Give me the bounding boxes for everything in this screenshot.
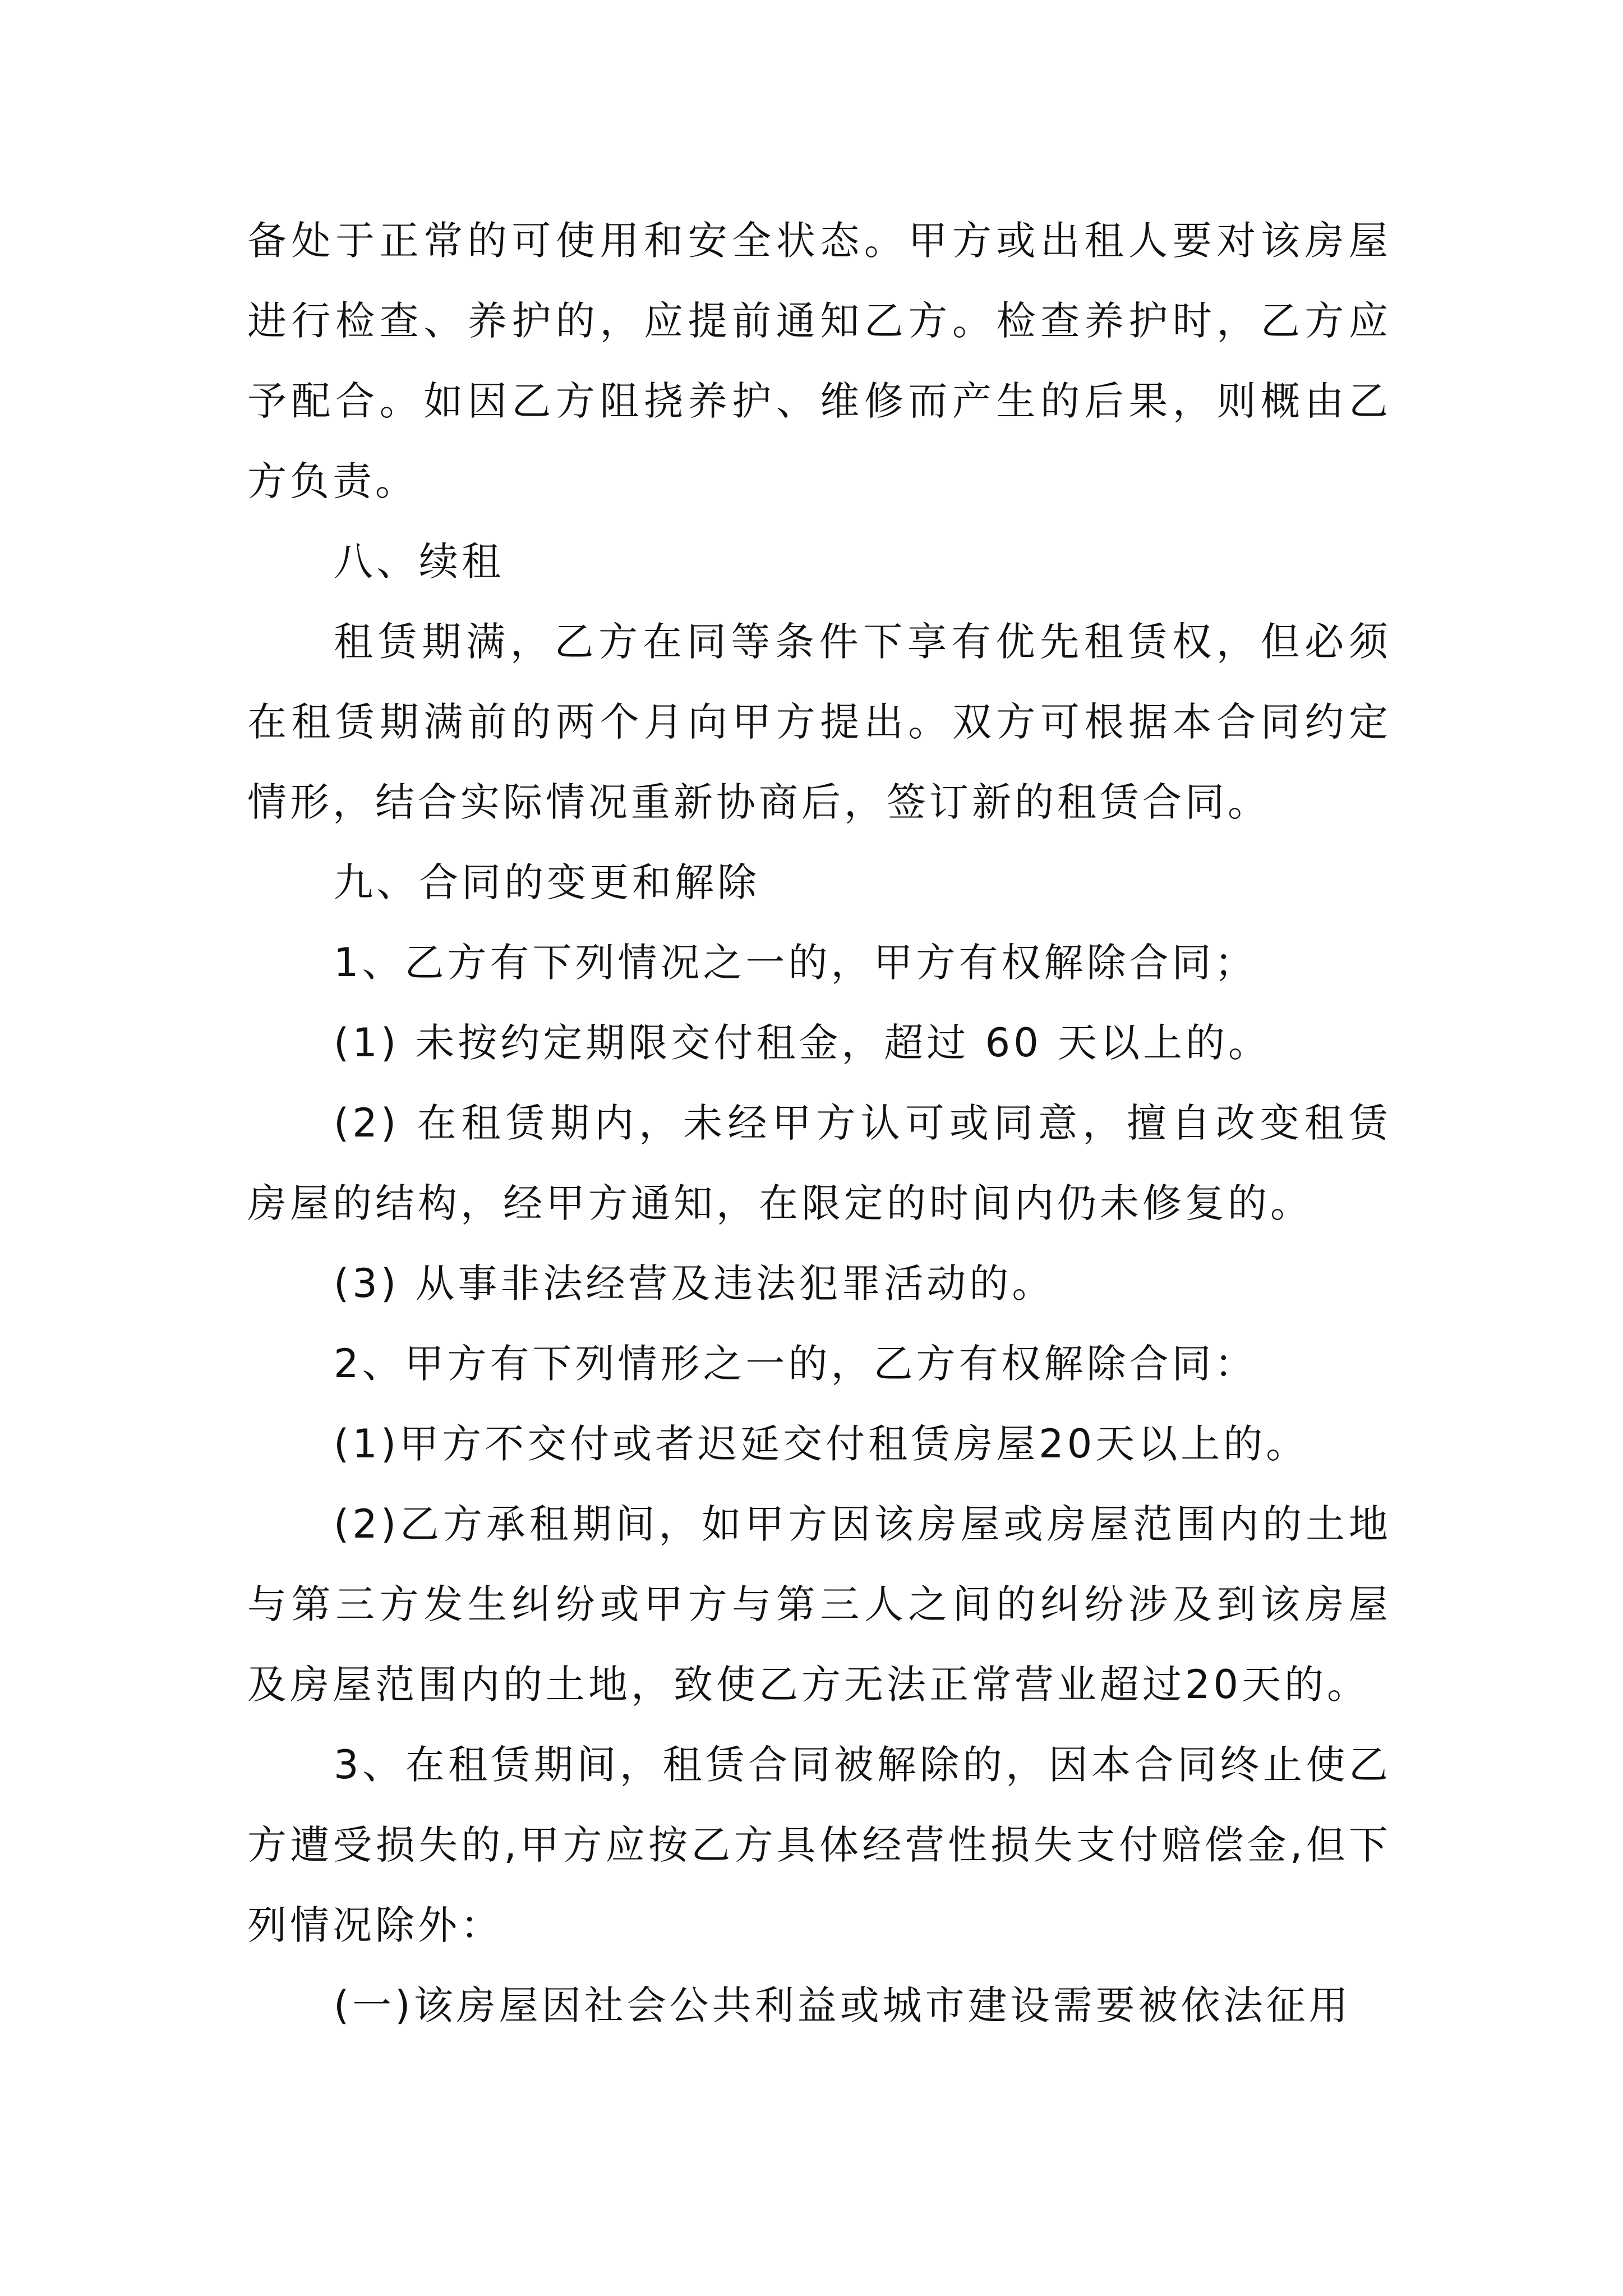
paragraph-renewal: 租赁期满，乙方在同等条件下享有优先租赁权，但必须在租赁期满前的两个月向甲方提出。双方可根据本合同约定情形，结合实际情况重新协商后，签订新的租赁合同。 [247,619,1391,825]
clause-2-item-2: (2)乙方承租期间，如甲方因该房屋或房屋范围内的土地与第三方发生纠纷或甲方与第三人之间的纠纷涉及到该房屋及房屋范围内的土地，致使乙方无法正常营业超过20天的。 [247,1501,1391,1708]
clause-1-item-2: (2) 在租赁期内，未经甲方认可或同意，擅自改变租赁房屋的结构，经甲方通知，在限定的时间内仍未修复的。 [247,1100,1391,1226]
clause-2-item-1: (1)甲方不交付或者迟延交付租赁房屋20天以上的。 [334,1421,1309,1467]
section-heading-renewal: 八、续租 [334,539,504,585]
clause-1-item-1: (1) 未按约定期限交付租金，超过 60 天以上的。 [334,1020,1271,1066]
section-heading-change-termination: 九、合同的变更和解除 [334,859,760,905]
clause-1-item-3: (3) 从事非法经营及违法犯罪活动的。 [334,1260,1055,1306]
clause-3-exception-1: (一)该房屋因社会公共利益或城市建设需要被依法征用 [334,1982,1352,2028]
clause-2-lessor-conditions: 2、甲方有下列情形之一的，乙方有权解除合同： [334,1341,1257,1387]
clause-3-compensation: 3、在租赁期间，租赁合同被解除的，因本合同终止使乙方遭受损失的,甲方应按乙方具体经营性损失支付赔偿金,但下列情况除外： [247,1742,1391,1948]
clause-1-lessee-conditions: 1、乙方有下列情况之一的，甲方有权解除合同； [334,940,1257,986]
paragraph-maintenance-continued: 备处于正常的可使用和安全状态。甲方或出租人要对该房屋进行检查、养护的，应提前通知乙方。检查养护时，乙方应予配合。如因乙方阻挠养护、维修而产生的后果，则概由乙方负责。 [247,218,1391,504]
document-body [247,201,1391,2046]
